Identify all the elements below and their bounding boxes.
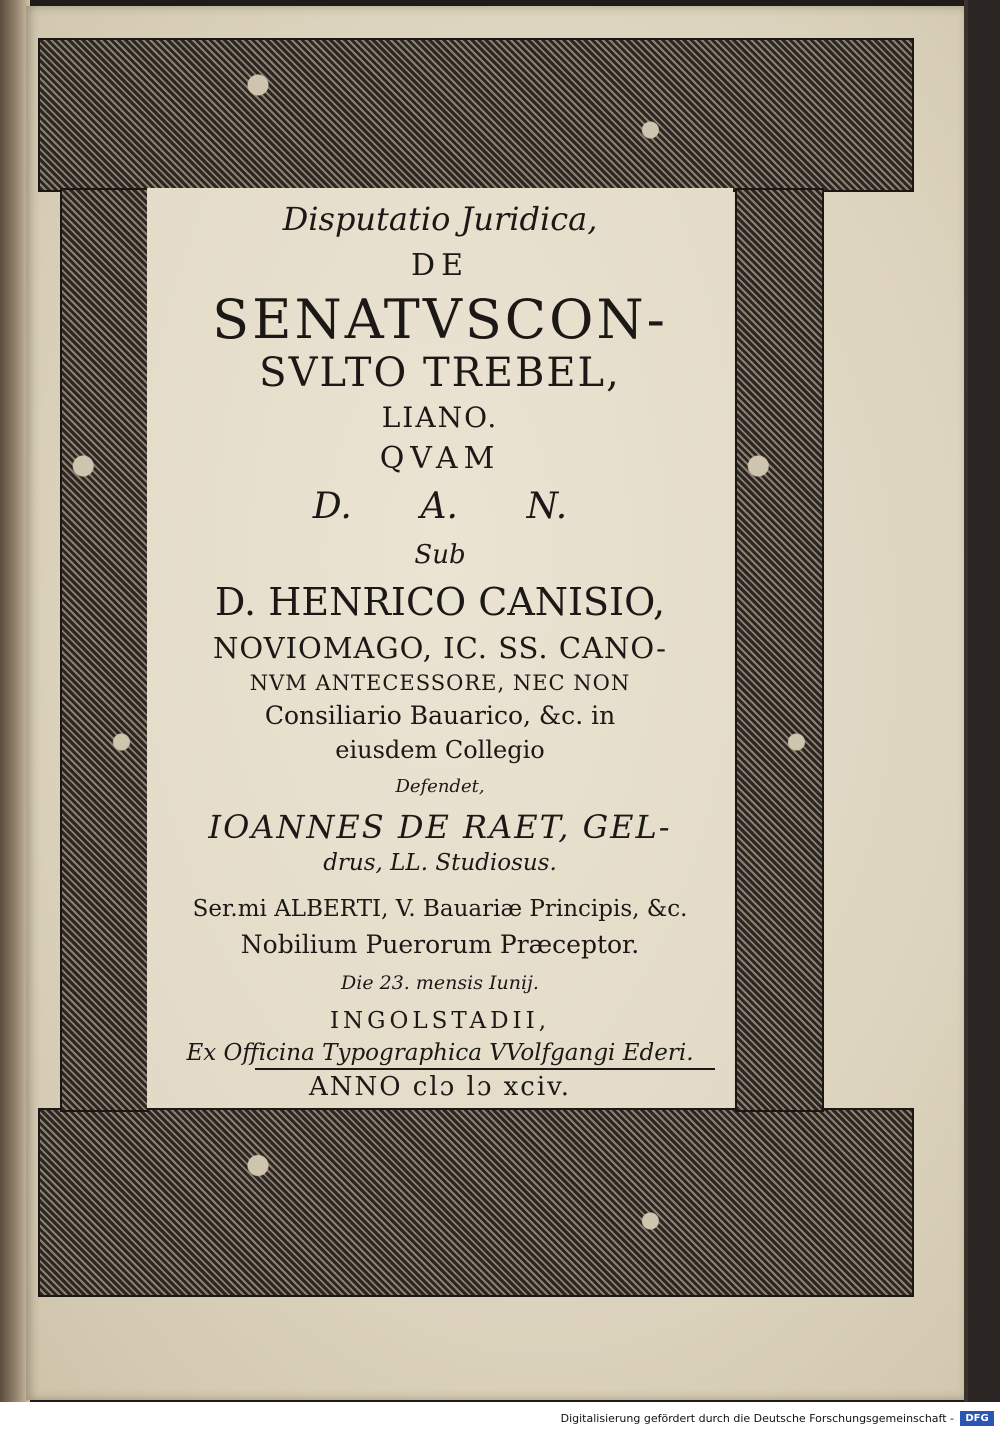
title-line-3: SENATVSCON- [212,288,668,351]
title-line-9: D. HENRICO CANISIO, [214,580,666,624]
title-line-21: Ex Officina Typographica VVolfgangi Ederi. [186,1040,694,1066]
title-line-12: Consiliario Bauarico, &c. in [264,701,616,730]
title-line-13: eiusdem Collegio [335,736,545,764]
dfg-logo-icon: DFG [960,1411,994,1426]
title-line-2: DE [411,248,469,283]
title-line-10: NOVIOMAGO, IC. SS. CANO- [213,631,667,665]
title-line-11: NVM ANTECESSORE, NEC NON [249,671,631,695]
title-line-7: D. A. N. [312,486,568,527]
title-text-panel [147,188,733,1108]
title-line-1: Disputatio Juridica, [282,200,598,238]
ornamental-border-bottom [38,1108,914,1297]
title-line-15: IOANNES DE RAET, GEL- [208,808,672,846]
title-line-14: Defendet, [395,776,485,797]
title-line-6: QVAM [379,441,501,476]
title-line-18: Nobilium Puerorum Præceptor. [240,930,640,959]
title-line-19: Die 23. mensis Iunij. [341,972,539,994]
title-line-16: drus, LL. Studiosus. [323,850,557,876]
title-line-17: Ser.mi ALBERTI, V. Bauariæ Principis, &c. [192,896,688,922]
ornamental-border-right [735,188,824,1112]
footer-credit: Digitalisierung gefördert durch die Deutsche Forschungsgemeinschaft - [560,1412,954,1425]
horizontal-rule [255,1068,715,1070]
imprint-year: ANNO clɔ lɔ xciv. [308,1072,572,1102]
title-line-5: LIANO. [381,401,499,434]
title-line-4: SVLTO TREBEL, [259,350,621,396]
title-line-8: Sub [414,540,466,570]
title-line-20: INGOLSTADII, [329,1008,551,1034]
ornamental-border-top [38,38,914,192]
page-edge [964,0,968,1402]
ornamental-border-left [60,188,149,1112]
